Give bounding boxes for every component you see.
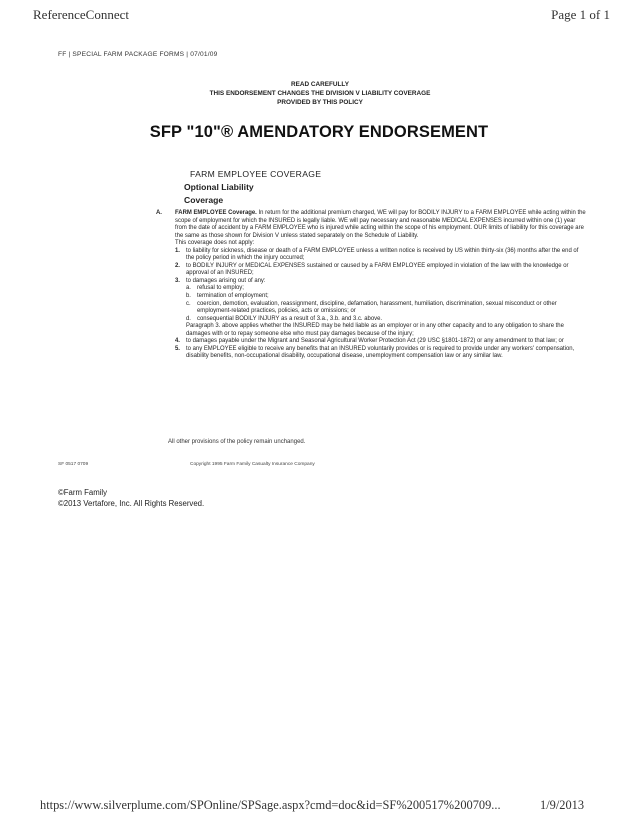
subitem-letter: c.	[186, 300, 191, 307]
exclusion-text: to BODILY INJURY or MEDICAL EXPENSES sustained or caused by a FARM EMPLOYEE employed in violation of the law with the knowledge or approval of an INSURED;	[186, 262, 569, 277]
exclusion-number: 1.	[175, 247, 180, 254]
exclusion-item	[175, 346, 588, 361]
exclusion-text: to any EMPLOYEE eligible to receive any benefits that an INSURED voluntarily provides or is required to provide under any workers' compensation, disability benefits, non-occupational disability, occupational disease, unemployment compensation law or any similar law.	[186, 345, 575, 360]
exclusion-number: 5.	[175, 345, 180, 352]
subitem-text: termination of employment;	[197, 293, 269, 300]
subitem-letter: d.	[186, 315, 191, 322]
footer-line-2: ©2013 Vertafore, Inc. All Rights Reserved.	[58, 498, 205, 508]
footer-copyright	[58, 488, 204, 509]
exclusion-subitem	[186, 285, 588, 293]
paragraph-3-note: Paragraph 3. above applies whether the INSURED may be held liable as an employer or in any other capacity and to any obligation to share the damages with or to repay someone else who must pay damages because of the injury;	[186, 323, 564, 337]
exclusion-subitem	[186, 316, 588, 324]
exclusion-number: 3.	[175, 277, 180, 284]
read-carefully-notice	[110, 80, 530, 108]
exclusion-number: 4.	[175, 338, 180, 345]
page-indicator: Page 1 of 1	[551, 7, 610, 22]
section-a-heading: FARM EMPLOYEE Coverage.	[175, 210, 257, 216]
notice-line-1: READ CAREFULLY	[291, 81, 349, 88]
subitem-letter: b.	[186, 293, 191, 300]
exclusion-subitem	[186, 293, 588, 301]
coverage-subheading: Coverage	[184, 195, 224, 205]
section-a-text: In return for the additional premium charged, WE will pay for BODILY INJURY to a FARM EMPLOYEE while acting within the scope of employment for which the INSURED is legally liable. WE will pay necessary and reasonable MEDICAL EXPENSES incurred within one (1) year from the date of accident by a FARM EMPLOYEE who is injured while acting within the scope of his employment. OUR limits of liability for this coverage are the same as those shown for Division V unless stated separately on the Schedule of Liability.	[175, 210, 586, 239]
exclusion-item	[175, 338, 588, 346]
section-a	[156, 210, 588, 240]
subitem-text: coercion, demotion, evaluation, reassignment, discipline, defamation, harassment, humiliation, discrimination, sexual misconduct or other employment-related practices, policies, acts or omissions; or	[197, 300, 557, 315]
exclusion-subitem	[186, 301, 588, 316]
footer-line-1: ©Farm Family	[58, 488, 108, 497]
subitem-letter: a.	[186, 285, 191, 292]
print-date: 1/9/2013	[540, 798, 585, 812]
source-url[interactable]: https://www.silverplume.com/SPOnline/SPSage.aspx?cmd=doc&id=SF%200517%200709...	[40, 798, 501, 812]
form-category-line: FF | SPECIAL FARM PACKAGE FORMS | 07/01/09	[58, 51, 218, 58]
exclusion-number: 2.	[175, 262, 180, 269]
endorsement-body	[156, 210, 588, 361]
exclusion-text: to damages arising out of any:	[186, 277, 266, 284]
exclusion-item	[175, 263, 588, 278]
exclusion-item	[175, 278, 588, 286]
exclusion-item	[175, 248, 588, 263]
form-code: SF 0517 0709	[58, 462, 89, 467]
copyright-notice: Copyright 1995 Farm Family Casualty Insurance Company	[190, 462, 315, 467]
section-a-marker: A.	[156, 210, 162, 216]
coverage-heading: FARM EMPLOYEE COVERAGE	[190, 169, 322, 179]
subitem-text: refusal to employ;	[197, 285, 244, 292]
subitem-text: consequential BODILY INJURY as a result of 3.a., 3.b. and 3.c. above.	[197, 315, 383, 322]
optional-liability-heading: Optional Liability	[184, 182, 254, 192]
app-name: ReferenceConnect	[33, 7, 130, 22]
exclusion-text: to damages payable under the Migrant and Seasonal Agricultural Worker Protection Act (29 USC §1801-1872) or any amendment to that law; or	[186, 338, 564, 345]
document-title: SFP "10"® AMENDATORY ENDORSEMENT	[149, 123, 489, 141]
exclusion-text: to liability for sickness, disease or death of a FARM EMPLOYEE unless a written notice is received by US within thirty-six (36) months after the end of the policy period in which the injury occurred;	[186, 247, 579, 262]
notice-line-2: THIS ENDORSEMENT CHANGES THE DIVISION V LIABILITY COVERAGE	[209, 90, 431, 98]
not-apply-line: This coverage does not apply:	[175, 240, 255, 247]
all-other-provisions: All other provisions of the policy remain unchanged.	[168, 439, 306, 445]
notice-line-3: PROVIDED BY THIS POLICY	[277, 99, 363, 107]
